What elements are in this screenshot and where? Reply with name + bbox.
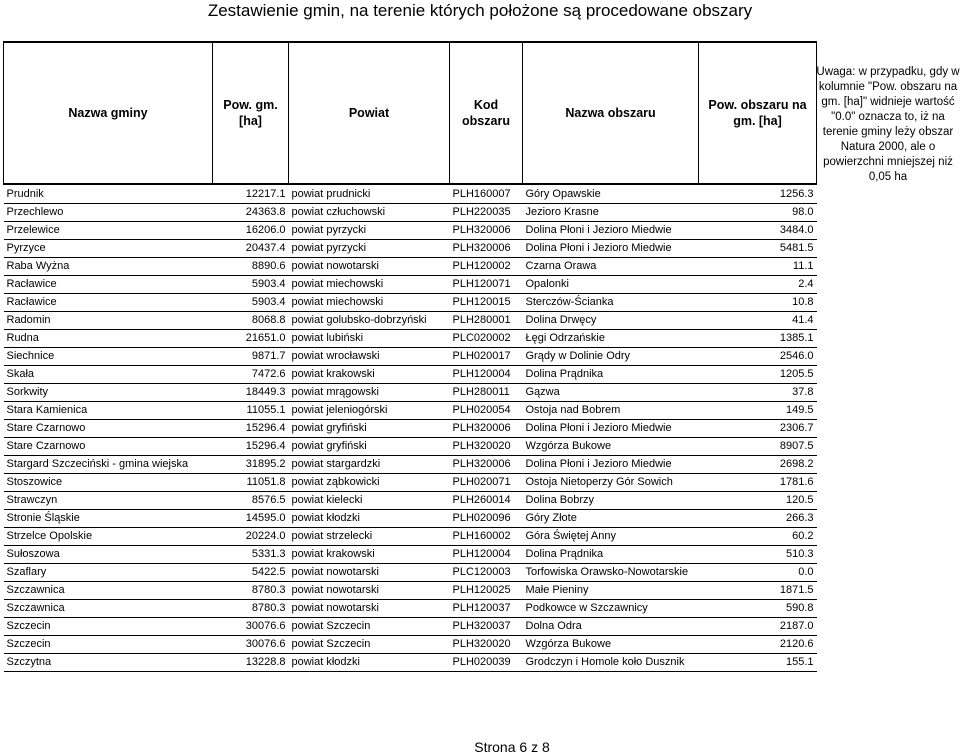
cell-pow-obszaru: 2187.0 [699, 618, 817, 636]
cell-pow-obszaru: 3484.0 [699, 222, 817, 240]
cell-gmina: Stargard Szczeciński - gmina wiejska [4, 456, 213, 474]
cell-gmina: Szczawnica [4, 600, 213, 618]
table-row [4, 222, 817, 240]
table-row [4, 330, 817, 348]
cell-gmina: Strzelce Opolskie [4, 528, 213, 546]
table-row [4, 528, 817, 546]
cell-gmina: Przelewice [4, 222, 213, 240]
cell-gmina: Szczecin [4, 618, 213, 636]
cell-gmina: Strawczyn [4, 492, 213, 510]
cell-pow-obszaru: 2120.6 [699, 636, 817, 654]
cell-gmina: Stoszowice [4, 474, 213, 492]
cell-nazwa-obszaru: Dolina Prądnika [523, 366, 699, 384]
cell-kod: PLH120004 [450, 366, 523, 384]
cell-nazwa-obszaru: Góry Opawskie [523, 184, 699, 204]
cell-gmina: Skała [4, 366, 213, 384]
table-row [4, 600, 817, 618]
cell-kod: PLH320006 [450, 222, 523, 240]
cell-kod: PLH320006 [450, 420, 523, 438]
table-row [4, 294, 817, 312]
cell-nazwa-obszaru: Wzgórza Bukowe [523, 636, 699, 654]
cell-nazwa-obszaru: Ostoja nad Bobrem [523, 402, 699, 420]
cell-powiat: powiat krakowski [289, 366, 450, 384]
cell-nazwa-obszaru: Dolina Płoni i Jezioro Miedwie [523, 240, 699, 258]
cell-kod: PLH120002 [450, 258, 523, 276]
cell-kod: PLC020002 [450, 330, 523, 348]
cell-gmina: Racławice [4, 276, 213, 294]
cell-gmina: Radomin [4, 312, 213, 330]
cell-kod: PLH280001 [450, 312, 523, 330]
cell-kod: PLC120003 [450, 564, 523, 582]
cell-pow-gm: 13228.8 [213, 654, 289, 672]
cell-nazwa-obszaru: Czarna Orawa [523, 258, 699, 276]
cell-pow-gm: 18449.3 [213, 384, 289, 402]
cell-powiat: powiat jeleniogórski [289, 402, 450, 420]
header-kod: Kod obszaru [450, 42, 523, 184]
cell-nazwa-obszaru: Grądy w Dolinie Odry [523, 348, 699, 366]
cell-pow-obszaru: 120.5 [699, 492, 817, 510]
cell-pow-obszaru: 1781.6 [699, 474, 817, 492]
cell-powiat: powiat pyrzycki [289, 240, 450, 258]
cell-powiat: powiat Szczecin [289, 636, 450, 654]
cell-powiat: powiat wrocławski [289, 348, 450, 366]
cell-pow-gm: 8576.5 [213, 492, 289, 510]
cell-pow-obszaru: 155.1 [699, 654, 817, 672]
cell-nazwa-obszaru: Góry Złote [523, 510, 699, 528]
cell-powiat: powiat kielecki [289, 492, 450, 510]
cell-nazwa-obszaru: Opalonki [523, 276, 699, 294]
cell-gmina: Szczawnica [4, 582, 213, 600]
cell-gmina: Stare Czarnowo [4, 420, 213, 438]
cell-nazwa-obszaru: Dolna Odra [523, 618, 699, 636]
cell-pow-obszaru: 2546.0 [699, 348, 817, 366]
cell-pow-gm: 31895.2 [213, 456, 289, 474]
table-row [4, 636, 817, 654]
cell-powiat: powiat Szczecin [289, 618, 450, 636]
cell-pow-gm: 24363.8 [213, 204, 289, 222]
cell-gmina: Stare Czarnowo [4, 438, 213, 456]
cell-pow-gm: 12217.1 [213, 184, 289, 204]
cell-pow-gm: 20437.4 [213, 240, 289, 258]
cell-pow-obszaru: 2698.2 [699, 456, 817, 474]
header-powiat: Powiat [289, 42, 450, 184]
cell-powiat: powiat gryfiński [289, 420, 450, 438]
cell-pow-gm: 8780.3 [213, 600, 289, 618]
cell-kod: PLH320020 [450, 438, 523, 456]
header-nazwa-obszaru: Nazwa obszaru [523, 42, 699, 184]
cell-kod: PLH320006 [450, 456, 523, 474]
cell-pow-obszaru: 2.4 [699, 276, 817, 294]
table-row [4, 240, 817, 258]
table-body [4, 184, 817, 672]
cell-kod: PLH160007 [450, 184, 523, 204]
cell-pow-obszaru: 1256.3 [699, 184, 817, 204]
table-row [4, 258, 817, 276]
cell-nazwa-obszaru: Małe Pieniny [523, 582, 699, 600]
cell-pow-obszaru: 41.4 [699, 312, 817, 330]
table-row [4, 420, 817, 438]
cell-pow-gm: 8890.6 [213, 258, 289, 276]
cell-pow-gm: 8780.3 [213, 582, 289, 600]
table-row [4, 492, 817, 510]
cell-pow-gm: 11051.8 [213, 474, 289, 492]
cell-powiat: powiat stargardzki [289, 456, 450, 474]
cell-powiat: powiat nowotarski [289, 258, 450, 276]
cell-nazwa-obszaru: Sterczów-Ścianka [523, 294, 699, 312]
cell-kod: PLH020017 [450, 348, 523, 366]
cell-pow-gm: 8068.8 [213, 312, 289, 330]
table-row [4, 204, 817, 222]
table-row [4, 384, 817, 402]
table-row [4, 510, 817, 528]
cell-pow-gm: 5331.3 [213, 546, 289, 564]
cell-gmina: Przechlewo [4, 204, 213, 222]
cell-gmina: Prudnik [4, 184, 213, 204]
cell-nazwa-obszaru: Jezioro Krasne [523, 204, 699, 222]
cell-kod: PLH120037 [450, 600, 523, 618]
cell-powiat: powiat nowotarski [289, 564, 450, 582]
cell-kod: PLH120025 [450, 582, 523, 600]
table-row [4, 474, 817, 492]
cell-pow-obszaru: 11.1 [699, 258, 817, 276]
cell-pow-gm: 11055.1 [213, 402, 289, 420]
table-row [4, 402, 817, 420]
table-row [4, 654, 817, 672]
cell-kod: PLH280011 [450, 384, 523, 402]
cell-pow-obszaru: 8907.5 [699, 438, 817, 456]
cell-powiat: powiat ząbkowicki [289, 474, 450, 492]
cell-kod: PLH120004 [450, 546, 523, 564]
cell-powiat: powiat kłodzki [289, 654, 450, 672]
cell-pow-obszaru: 0.0 [699, 564, 817, 582]
cell-nazwa-obszaru: Dolina Płoni i Jezioro Miedwie [523, 222, 699, 240]
cell-kod: PLH220035 [450, 204, 523, 222]
table-row [4, 456, 817, 474]
cell-nazwa-obszaru: Góra Świętej Anny [523, 528, 699, 546]
table-row [4, 564, 817, 582]
cell-powiat: powiat człuchowski [289, 204, 450, 222]
cell-pow-obszaru: 5481.5 [699, 240, 817, 258]
cell-gmina: Raba Wyżna [4, 258, 213, 276]
table-row [4, 184, 817, 204]
cell-nazwa-obszaru: Dolina Bobrzy [523, 492, 699, 510]
header-gmina: Nazwa gminy [4, 42, 213, 184]
cell-pow-obszaru: 60.2 [699, 528, 817, 546]
table-row [4, 276, 817, 294]
cell-pow-gm: 21651.0 [213, 330, 289, 348]
cell-nazwa-obszaru: Dolina Płoni i Jezioro Miedwie [523, 456, 699, 474]
cell-powiat: powiat gryfiński [289, 438, 450, 456]
cell-pow-obszaru: 2306.7 [699, 420, 817, 438]
note-text: Uwaga: w przypadku, gdy w kolumnie "Pow. obszaru na gm. [ha]" widnieje wartość "0.0" oznacza to, iż na terenie gminy leży obszar Natura 2000, ale o powierzchni mniejszej niż 0,05 ha [816, 66, 960, 183]
cell-gmina: Sułoszowa [4, 546, 213, 564]
cell-kod: PLH160002 [450, 528, 523, 546]
cell-kod: PLH260014 [450, 492, 523, 510]
cell-gmina: Stara Kamienica [4, 402, 213, 420]
municipalities-table [3, 41, 817, 672]
cell-pow-obszaru: 1871.5 [699, 582, 817, 600]
table-row [4, 618, 817, 636]
header-pow-obszaru: Pow. obszaru na gm. [ha] [699, 42, 817, 184]
cell-nazwa-obszaru: Łęgi Odrzańskie [523, 330, 699, 348]
table-header-row [4, 42, 817, 184]
cell-kod: PLH020054 [450, 402, 523, 420]
cell-nazwa-obszaru: Torfowiska Orawsko-Nowotarskie [523, 564, 699, 582]
cell-kod: PLH320006 [450, 240, 523, 258]
table-row [4, 348, 817, 366]
table-row [4, 312, 817, 330]
page-title: Zestawienie gmin, na terenie których położone są procedowane obszary [207, 1, 753, 20]
cell-pow-gm: 20224.0 [213, 528, 289, 546]
cell-nazwa-obszaru: Wzgórza Bukowe [523, 438, 699, 456]
cell-powiat: powiat mrągowski [289, 384, 450, 402]
cell-pow-gm: 15296.4 [213, 438, 289, 456]
cell-gmina: Pyrzyce [4, 240, 213, 258]
cell-nazwa-obszaru: Dolina Płoni i Jezioro Miedwie [523, 420, 699, 438]
cell-pow-gm: 15296.4 [213, 420, 289, 438]
cell-pow-obszaru: 10.8 [699, 294, 817, 312]
cell-kod: PLH120071 [450, 276, 523, 294]
cell-gmina: Stronie Śląskie [4, 510, 213, 528]
cell-pow-gm: 9871.7 [213, 348, 289, 366]
cell-kod: PLH020039 [450, 654, 523, 672]
cell-pow-obszaru: 266.3 [699, 510, 817, 528]
cell-pow-obszaru: 590.8 [699, 600, 817, 618]
cell-powiat: powiat nowotarski [289, 582, 450, 600]
cell-gmina: Szczecin [4, 636, 213, 654]
cell-gmina: Sorkwity [4, 384, 213, 402]
cell-pow-obszaru: 1385.1 [699, 330, 817, 348]
cell-gmina: Siechnice [4, 348, 213, 366]
cell-pow-gm: 5422.5 [213, 564, 289, 582]
cell-kod: PLH320037 [450, 618, 523, 636]
cell-pow-gm: 30076.6 [213, 618, 289, 636]
cell-pow-obszaru: 37.8 [699, 384, 817, 402]
cell-gmina: Racławice [4, 294, 213, 312]
cell-powiat: powiat miechowski [289, 294, 450, 312]
cell-powiat: powiat prudnicki [289, 184, 450, 204]
cell-pow-obszaru: 1205.5 [699, 366, 817, 384]
cell-powiat: powiat kłodzki [289, 510, 450, 528]
cell-kod: PLH320020 [450, 636, 523, 654]
cell-gmina: Szczytna [4, 654, 213, 672]
cell-powiat: powiat lubiński [289, 330, 450, 348]
table-row [4, 582, 817, 600]
cell-pow-gm: 7472.6 [213, 366, 289, 384]
cell-pow-obszaru: 510.3 [699, 546, 817, 564]
cell-nazwa-obszaru: Grodczyn i Homole koło Dusznik [523, 654, 699, 672]
page-footer: Strona 6 z 8 [474, 739, 550, 755]
cell-nazwa-obszaru: Ostoja Nietoperzy Gór Sowich [523, 474, 699, 492]
cell-powiat: powiat nowotarski [289, 600, 450, 618]
cell-kod: PLH120015 [450, 294, 523, 312]
table-row [4, 366, 817, 384]
cell-powiat: powiat miechowski [289, 276, 450, 294]
cell-nazwa-obszaru: Gązwa [523, 384, 699, 402]
cell-nazwa-obszaru: Dolina Drwęcy [523, 312, 699, 330]
cell-powiat: powiat golubsko-dobrzyński [289, 312, 450, 330]
cell-gmina: Szaflary [4, 564, 213, 582]
cell-powiat: powiat krakowski [289, 546, 450, 564]
cell-kod: PLH020096 [450, 510, 523, 528]
header-pow-gm: Pow. gm. [ha] [213, 42, 289, 184]
cell-pow-gm: 30076.6 [213, 636, 289, 654]
cell-pow-gm: 16206.0 [213, 222, 289, 240]
cell-pow-obszaru: 98.0 [699, 204, 817, 222]
cell-pow-gm: 5903.4 [213, 294, 289, 312]
table-row [4, 438, 817, 456]
cell-pow-gm: 14595.0 [213, 510, 289, 528]
cell-powiat: powiat pyrzycki [289, 222, 450, 240]
cell-powiat: powiat strzelecki [289, 528, 450, 546]
cell-pow-gm: 5903.4 [213, 276, 289, 294]
cell-gmina: Rudna [4, 330, 213, 348]
cell-kod: PLH020071 [450, 474, 523, 492]
cell-nazwa-obszaru: Dolina Prądnika [523, 546, 699, 564]
table-row [4, 546, 817, 564]
cell-pow-obszaru: 149.5 [699, 402, 817, 420]
cell-nazwa-obszaru: Podkowce w Szczawnicy [523, 600, 699, 618]
